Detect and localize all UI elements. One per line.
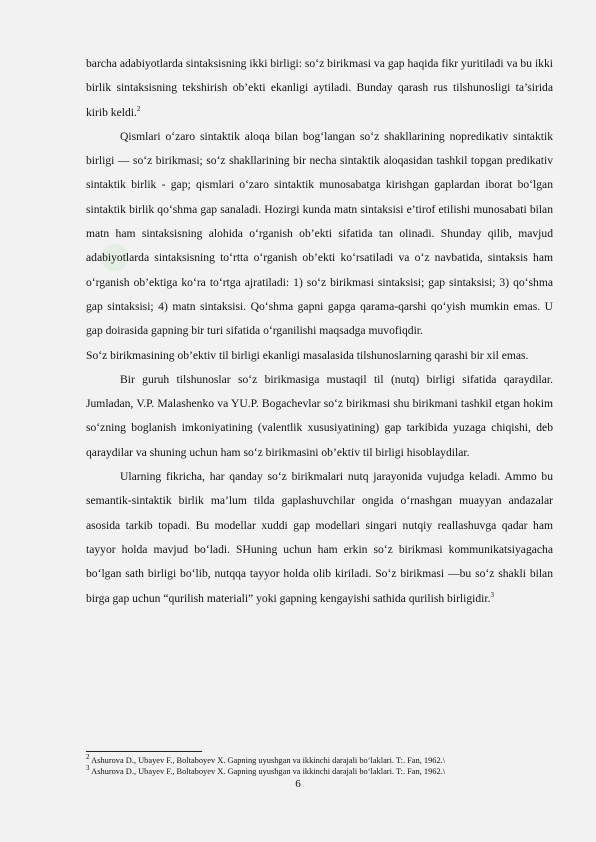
- paragraph-5: Ularning fikricha, har qanday so‘z birikmalari nutq jarayonida vujudga keladi. Ammo bu semantik-sintaktik birlik ma’lum tilda gaplashuvchilar ongida o‘rnashgan muayyan andazalar asosida tarkib topadi. Bu modellar xuddi gap modellari singari nutqiy reallashuvga qadar ham tayyor holda mavjud bo‘ladi. SHuning uchun ham erkin so‘z birikmasi kommunikatsiyagacha bo‘lgan sath birligi bo‘lib, nutqqa tayyor holda olib kiriladi. So‘z birikmasi —bu so‘z shakli bilan birga gap uchun “qurilish materiali” yoki gapning kengayishi sathida qurilish birligidir.$^3$: [86, 470, 553, 605]
- paragraph-1: barcha adabiyotlarda sintaksisning ikki birligi: so‘z birikmasi va gap haqida fikr yuritiladi va bu ikki birlik sintaksisning tekshirish ob’ekti ekanligi aytiladi. Bunday qarash rus tilshunosligi ta’sirida kirib keldi.$^2$: [86, 57, 553, 119]
- page-number: 6: [295, 778, 301, 790]
- watermark: ●: [70, 215, 155, 292]
- footnote-3: $^3$ Ashurova D., Ubayev F., Boltaboyev X. Gapning uyushgan va ikkinchi darajali bo‘laklari. T:. Fan, 1962.\: [86, 764, 446, 776]
- paragraph-3: So‘z birikmasining ob’ektiv til birligi ekanligi masalasida tilshunoslarning qarashi bir xil emas.: [86, 348, 529, 362]
- paragraph-4: Bir guruh tilshunoslar so‘z birikmasiga mustaqil til (nutq) birligi sifatida qaraydilar. Jumladan, V.P. Malashenko va YU.P. Bogachevlar so‘z birikmasi shu birikmani tashkil etgan hokim so‘zning boglanish imkoniyatining (valentlik xususiyatining) gap tarkibida yuzaga chiqishi, deb qaraydilar va shuning uchun ham so‘z birikmasini ob’ektiv til birligi hisoblaydilar.: [86, 372, 553, 459]
- body-text: [86, 52, 553, 611]
- footnote-separator: [86, 751, 202, 752]
- paragraph-2: Qismlari o‘zaro sintaktik aloqa bilan bog‘langan so‘z shakllarining nopredikativ sintaktik birligi — so‘z birikmasi; so‘z shakllarining bir necha sintaktik aloqasidan tashkil topgan predikativ sintaktik birlik - gap; qismlari o‘zaro sintaktik munosabatga kirishgan gaplardan iborat bo‘lgan sintaktik birlik qo‘shma gap sanaladi. Hozirgi kunda matn sintaksisi e’tirof etilishi munosabati bilan matn ham sintaksisning alohida o‘rganish ob’ekti sifatida tan olinadi. Shunday qilib, mavjud adabiyotlarda sintaksisning to‘rtta o‘rganish ob’ekti ko‘rsatiladi va o‘z navbatida, sintaksis ham o‘rganish ob’ektiga ko‘ra to‘rtga ajratiladi: 1) so‘z birikmasi sintaksisi; gap sintaksisi; 3) qo‘shma gap sintaksisi; 4) matn sintaksisi. Qo‘shma gapni gapga qarama-qarshi qo‘yish mumkin emas. U gap doirasida gapning bir turi sifatida o‘rganilishi maqsadga muvofiqdir.: [86, 129, 553, 338]
- footnote-2: $^2$ Ashurova D., Ubayev F., Boltaboyev X. Gapning uyushgan va ikkinchi darajali bo‘laklari. T:. Fan, 1962.\: [86, 753, 446, 765]
